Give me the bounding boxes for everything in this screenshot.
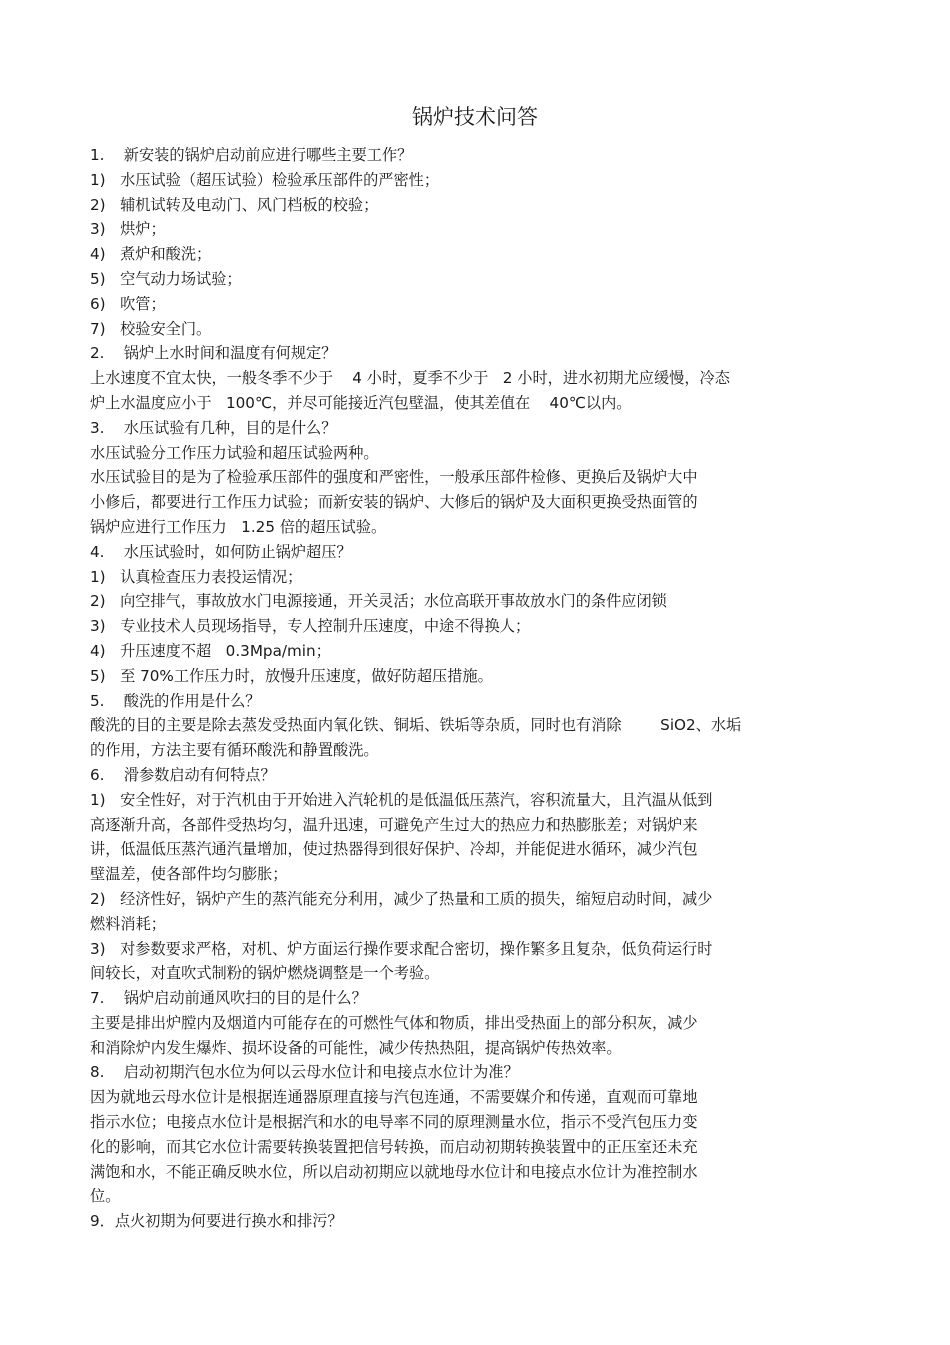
text-line: 8. 启动初期汽包水位为何以云母水位计和电接点水位计为准？ bbox=[90, 1063, 519, 1082]
text-line: 3) 对参数要求严格，对机、炉方面运行操作要求配合密切，操作繁多且复杂，低负荷运行时 bbox=[90, 939, 713, 958]
text-line: 和消除炉内发生爆炸、损坏设备的可能性，减少传热热阻，提高锅炉传热效率。 bbox=[90, 1038, 622, 1057]
text-line: 9．点火初期为何要进行换水和排污？ bbox=[90, 1212, 343, 1231]
text-line: 7) 校验安全门。 bbox=[90, 319, 212, 338]
text-line: 间较长，对直吹式制粉的锅炉燃烧调整是一个考验。 bbox=[90, 964, 440, 983]
text-line: 4. 水压试验时，如何防止锅炉超压？ bbox=[90, 542, 352, 561]
text-line: 满饱和水，不能正确反映水位，所以启动初期应以就地母水位计和电接点水位计为准控制水 bbox=[90, 1162, 698, 1181]
text-line: 水压试验目的是为了检验承压部件的强度和严密性，一般承压部件检修、更换后及锅炉大中 bbox=[90, 468, 698, 487]
text-line: 指示水位；电接点水位计是根据汽和水的电导率不同的原理测量水位，指示不受汽包压力变 bbox=[90, 1113, 698, 1132]
text-line: 讲，低温低压蒸汽通汽量增加，使过热器得到很好保护、冷却，并能促进水循环，减少汽包 bbox=[90, 840, 698, 859]
text-line: 水压试验分工作压力试验和超压试验两种。 bbox=[90, 443, 379, 462]
text-line: 5. 酸洗的作用是什么？ bbox=[90, 691, 261, 710]
text-line: 6) 吹管； bbox=[90, 294, 166, 313]
text-line: 4) 升压速度不超 0.3Mpa/min； bbox=[90, 641, 331, 660]
text-line: 6. 滑参数启动有何特点？ bbox=[90, 765, 276, 784]
text-line: 的作用，方法主要有循环酸洗和静置酸洗。 bbox=[90, 741, 379, 760]
text-line: 炉上水温度应小于 100℃，并尽可能接近汽包壁温，使其差值在 40℃以内。 bbox=[90, 393, 632, 412]
text-line: 5) 空气动力场试验； bbox=[90, 269, 242, 288]
text-line: 上水速度不宜太快，一般冬季不少于 4 小时，夏季不少于 2 小时，进水初期尤应缓慢，冷态 bbox=[90, 369, 730, 388]
text-line: 3) 烘炉； bbox=[90, 220, 166, 239]
text-line: 2) 经济性好，锅炉产生的蒸汽能充分利用，减少了热量和工质的损失，缩短启动时间，减少 bbox=[90, 889, 713, 908]
text-line: 5) 至 70%工作压力时，放慢升压速度，做好防超压措施。 bbox=[90, 666, 493, 685]
text-line: 2) 辅机试转及电动门、风门档板的校验； bbox=[90, 195, 379, 214]
text-line: 1. 新安装的锅炉启动前应进行哪些主要工作？ bbox=[90, 146, 413, 164]
text-line: 壁温差，使各部件均匀膨胀； bbox=[90, 865, 288, 884]
text-line: 2) 向空排气，事故放水门电源接通，开关灵活；水位高联开事故放水门的条件应闭锁 bbox=[90, 592, 667, 611]
text-line: 1) 安全性好，对于汽机由于开始进入汽轮机的是低温低压蒸汽，容积流量大，且汽温从低到 bbox=[90, 790, 713, 809]
text-line: 高逐渐升高，各部件受热均匀，温升迅速，可避免产生过大的热应力和热膨胀差；对锅炉来 bbox=[90, 815, 698, 834]
text-line: 3) 专业技术人员现场指导，专人控制升压速度，中途不得换人； bbox=[90, 617, 531, 636]
text-line: 因为就地云母水位计是根据连通器原理直接与汽包连通，不需要媒介和传递，直观而可靠地 bbox=[90, 1088, 698, 1107]
text-line: 小修后，都要进行工作压力试验；而新安装的锅炉、大修后的锅炉及大面积更换受热面管的 bbox=[90, 493, 698, 512]
text-line: 化的影响，而其它水位计需要转换装置把信号转换，而启动初期转换装置中的正压室还未充 bbox=[90, 1137, 698, 1156]
text-line: 燃料消耗； bbox=[90, 914, 166, 933]
text-line: 酸洗的目的主要是除去蒸发受热面内氧化铁、铜垢、铁垢等杂质，同时也有消除 SiO2、水垢 bbox=[90, 716, 742, 735]
text-line: 1) 水压试验（超压试验）检验承压部件的严密性； bbox=[90, 170, 440, 189]
text-line: 锅炉应进行工作压力 1.25 倍的超压试验。 bbox=[90, 517, 387, 536]
text-line: 1) 认真检查压力表投运情况； bbox=[90, 567, 303, 586]
text-line: 主要是排出炉膛内及烟道内可能存在的可燃性气体和物质，排出受热面上的部分积灰，减少 bbox=[90, 1013, 698, 1032]
document-title: 锅炉技术问答 bbox=[412, 105, 538, 129]
text-line: 位。 bbox=[90, 1187, 121, 1206]
text-line: 4) 煮炉和酸洗； bbox=[90, 245, 212, 264]
text-line: 2. 锅炉上水时间和温度有何规定？ bbox=[90, 344, 337, 363]
text-line: 7. 锅炉启动前通风吹扫的目的是什么？ bbox=[90, 989, 367, 1008]
document-body bbox=[90, 143, 860, 1234]
text-line: 3. 水压试验有几种，目的是什么？ bbox=[90, 418, 337, 437]
